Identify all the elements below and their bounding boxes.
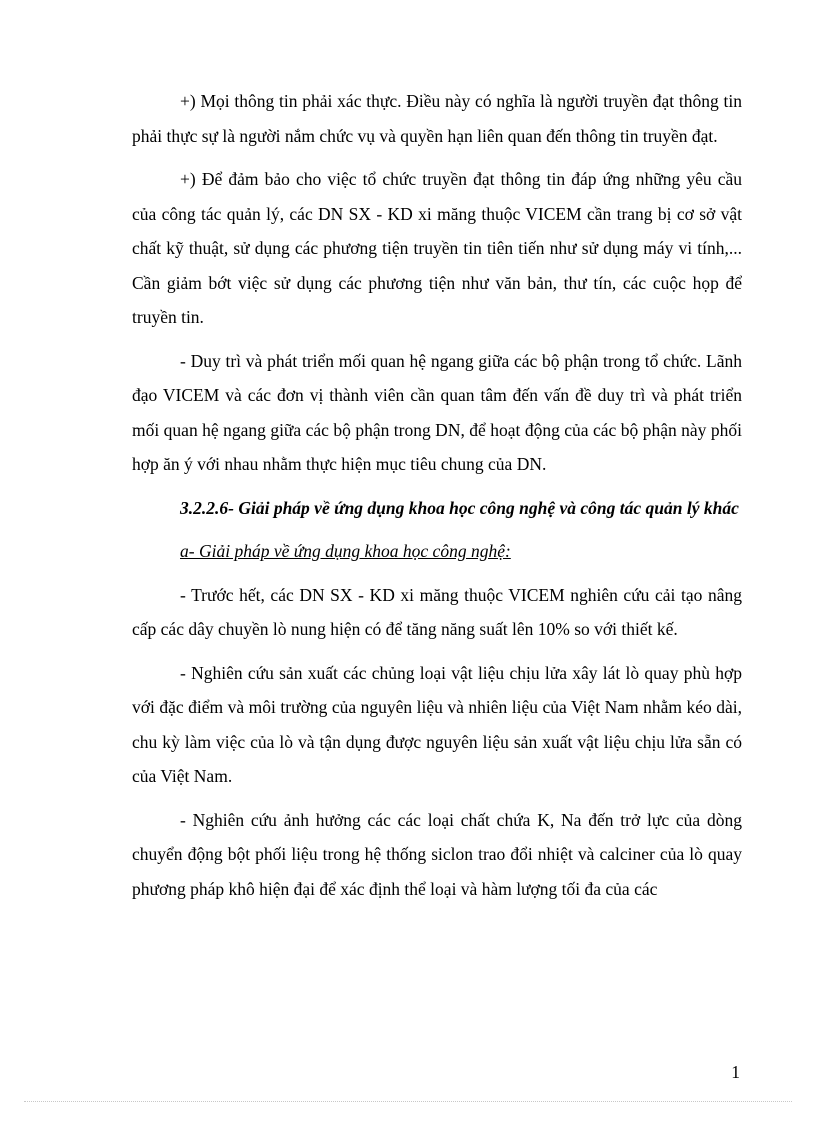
- page-bottom-divider: [24, 1101, 792, 1102]
- subsection-heading-text: a- Giải pháp về ứng dụng khoa học công nghệ:: [180, 541, 511, 561]
- section-heading: 3.2.2.6- Giải pháp về ứng dụng khoa học công nghệ và công tác quản lý khác: [180, 497, 739, 518]
- document-body: [132, 84, 742, 915]
- subsection-heading: [132, 534, 742, 569]
- paragraph-kiln-upgrade: - Trước hết, các DN SX - KD xi măng thuộc VICEM nghiên cứu cải tạo nâng cấp các dây chuyền lò nung hiện có để tăng năng suất lên 10% so với thiết kế.: [132, 584, 742, 639]
- paragraph-kna-research: - Nghiên cứu ảnh hưởng các các loại chất chứa K, Na đến trở lực của dòng chuyển động bột phối liệu trong hệ thống siclon trao đổi nhiệt và calciner của lò quay phương pháp khô hiện đại để xác định thể loại và hàm lượng tối đa của các: [132, 809, 742, 899]
- paragraph-refractory-materials: - Nghiên cứu sản xuất các chủng loại vật liệu chịu lửa xây lát lò quay phù hợp với đặc điểm và môi trường của nguyên liệu và nhiên liệu của Việt Nam nhằm kéo dài, chu kỳ làm việc của lò và tận dụng được nguyên liệu sản xuất vật liệu chịu lửa sẵn có của Việt Nam.: [132, 662, 742, 786]
- page-number: 1: [731, 1062, 740, 1082]
- paragraph-information-infrastructure: +) Để đảm bảo cho việc tổ chức truyền đạt thông tin đáp ứng những yêu cầu của công tác quản lý, các DN SX - KD xi măng thuộc VICEM cần trang bị cơ sở vật chất kỹ thuật, sử dụng các phương tiện truyền tin tiên tiến như sử dụng máy vi tính,... Cần giảm bớt việc sử dụng các phương tiện như văn bản, thư tín, các cuộc họp để truyền tin.: [132, 169, 742, 327]
- paragraph-information-accuracy: +) Mọi thông tin phải xác thực. Điều này có nghĩa là người truyền đạt thông tin phải thực sự là người nắm chức vụ và quyền hạn liên quan đến thông tin truyền đạt.: [132, 91, 742, 146]
- paragraph-horizontal-relations: - Duy trì và phát triển mối quan hệ ngang giữa các bộ phận trong tổ chức. Lãnh đạo VICEM và các đơn vị thành viên cần quan tâm đến vấn đề duy trì và phát triển mối quan hệ ngang giữa các bộ phận trong DN, để hoạt động của các bộ phận này phối hợp ăn ý với nhau nhằm thực hiện mục tiêu chung của DN.: [132, 350, 742, 474]
